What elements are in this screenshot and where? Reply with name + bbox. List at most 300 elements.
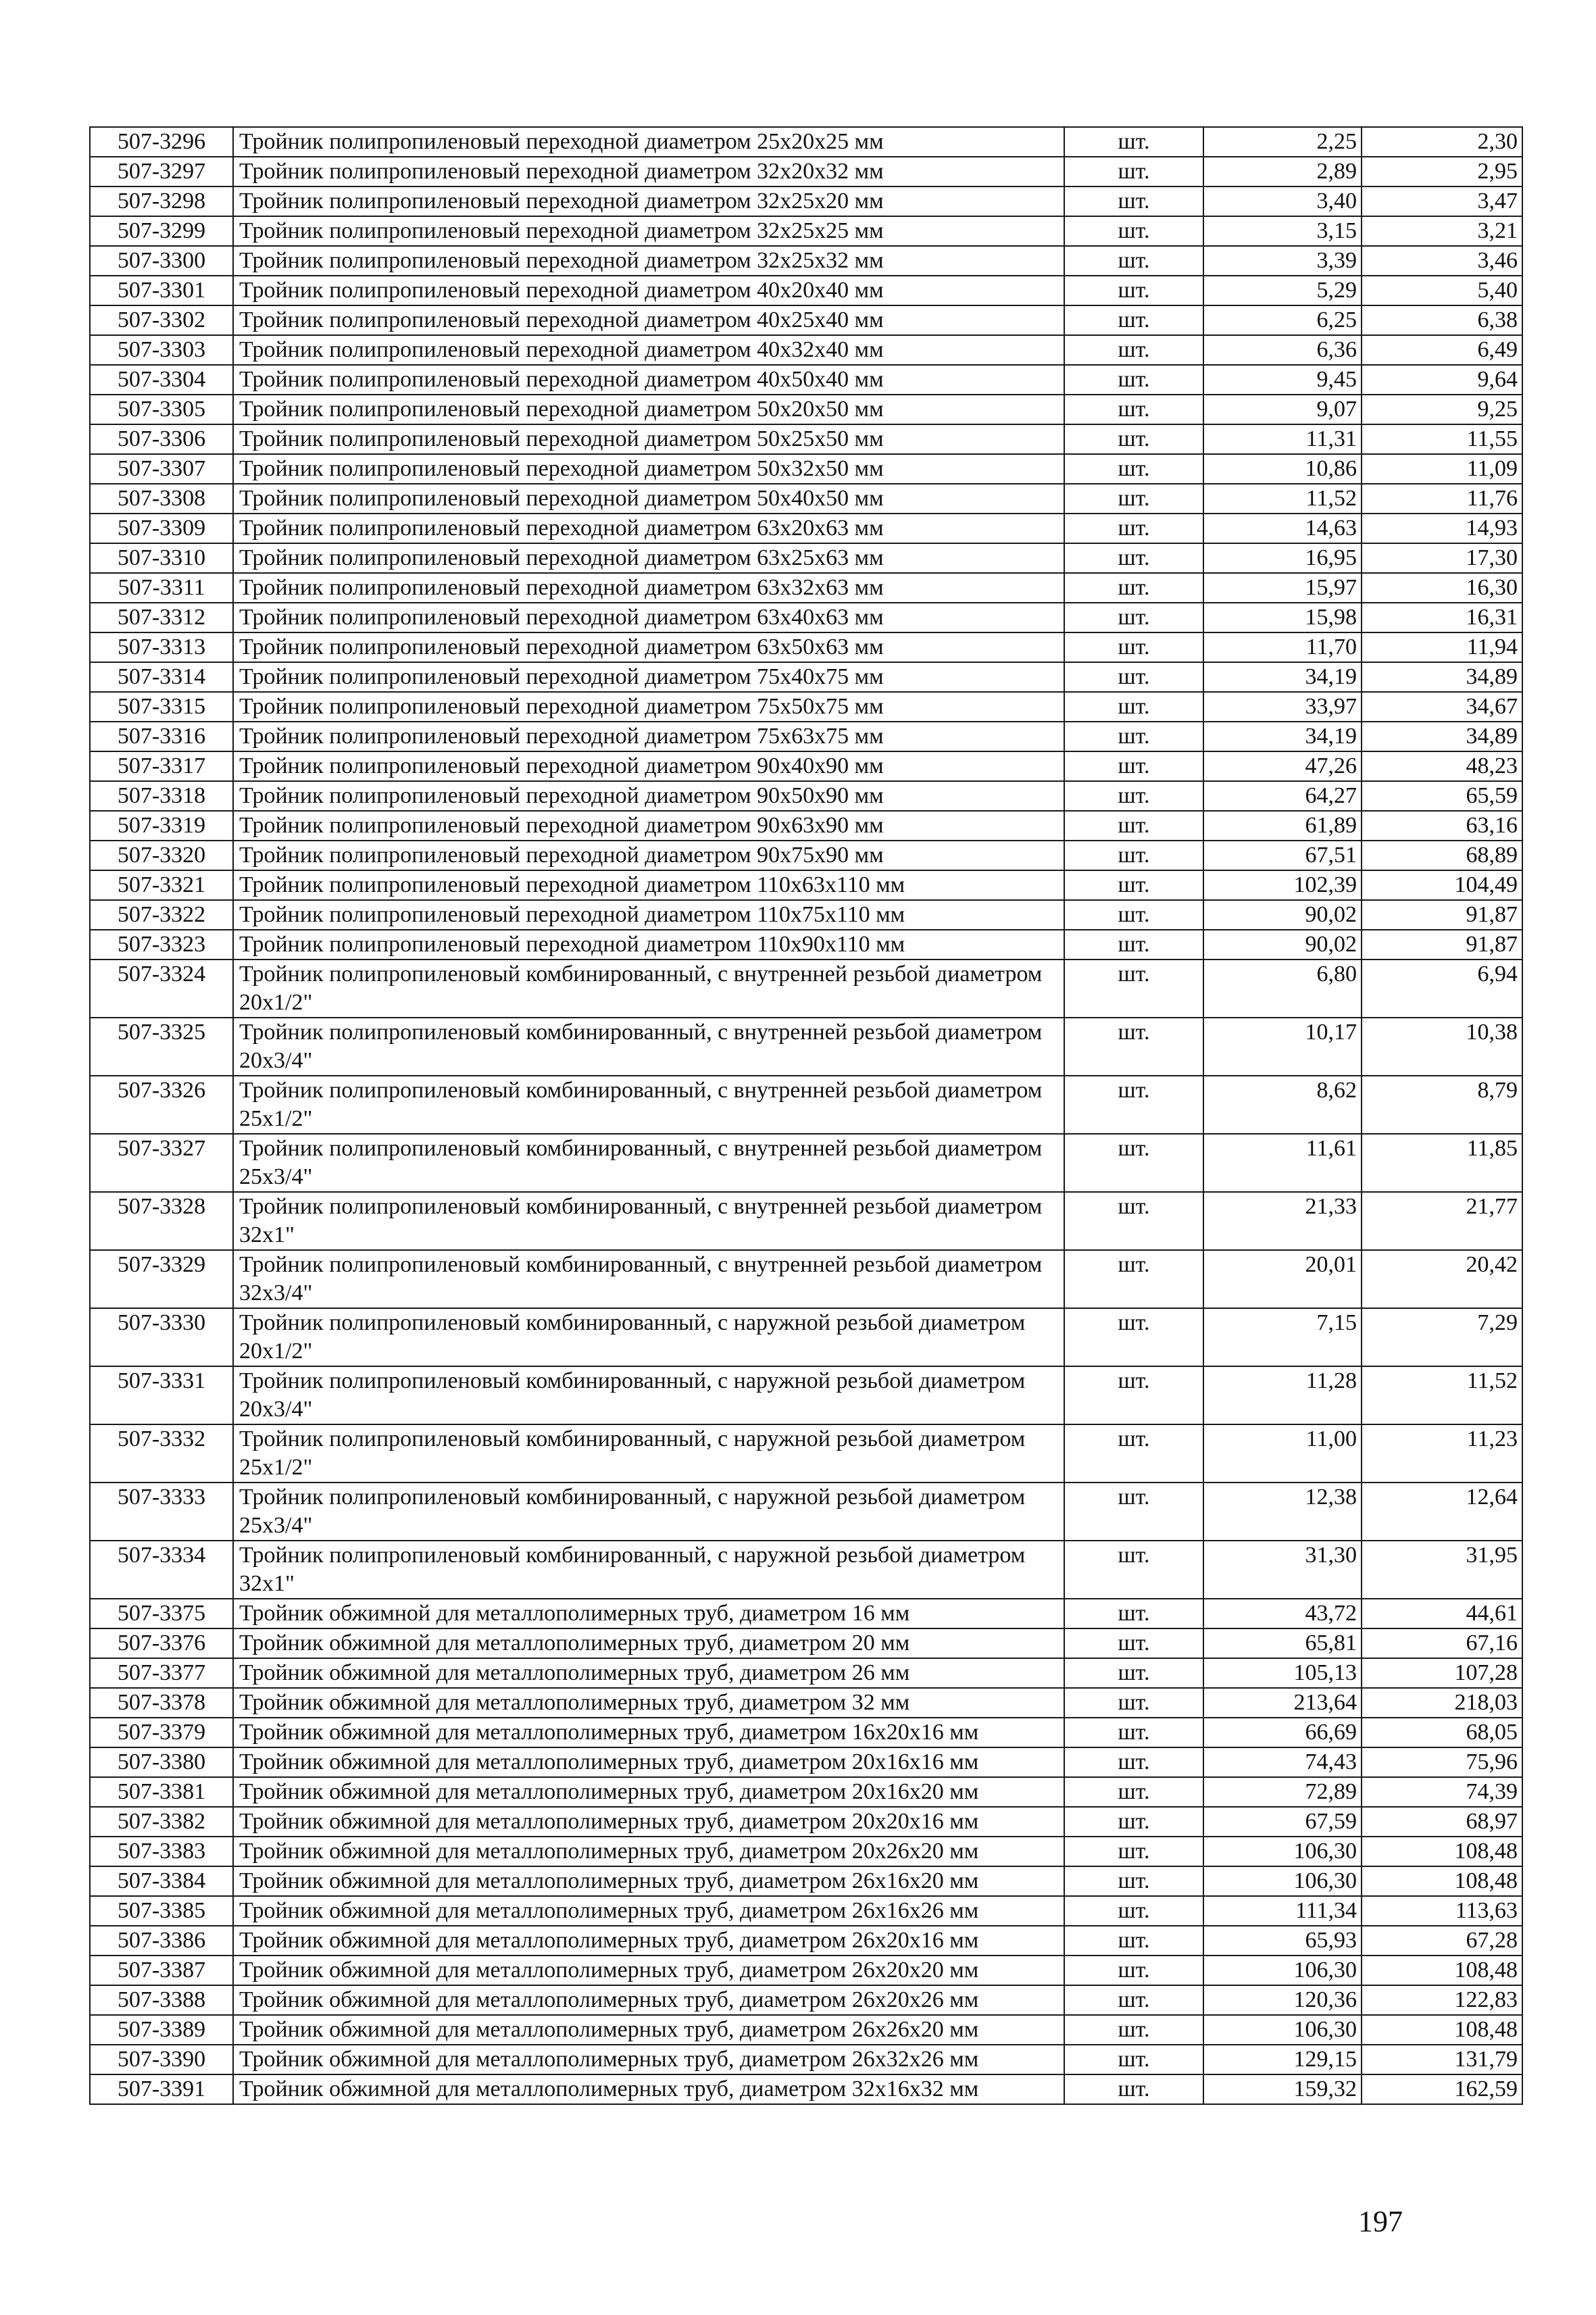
item-code: 507-3304	[90, 365, 233, 395]
item-name: Тройник полипропиленовый комбинированный, с внутренней резьбой диаметром 20х1/2"	[233, 960, 1064, 1018]
table-row	[90, 1777, 1522, 1807]
item-price-2: 21,77	[1362, 1192, 1522, 1250]
item-price-1: 47,26	[1203, 751, 1362, 781]
item-unit: шт.	[1064, 1628, 1203, 1658]
item-unit: шт.	[1064, 1366, 1203, 1424]
table-row	[90, 930, 1522, 960]
table-row	[90, 1250, 1522, 1308]
item-name: Тройник обжимной для металлополимерных труб, диаметром 26х16х26 мм	[233, 1896, 1064, 1926]
item-code: 507-3333	[90, 1483, 233, 1541]
item-code: 507-3330	[90, 1308, 233, 1366]
item-price-2: 3,46	[1362, 246, 1522, 276]
item-code: 507-3317	[90, 751, 233, 781]
item-price-1: 64,27	[1203, 781, 1362, 811]
item-price-1: 10,86	[1203, 454, 1362, 484]
item-unit: шт.	[1064, 127, 1203, 157]
item-code: 507-3307	[90, 454, 233, 484]
item-code: 507-3387	[90, 1956, 233, 1985]
table-row	[90, 603, 1522, 632]
item-unit: шт.	[1064, 1599, 1203, 1628]
item-unit: шт.	[1064, 305, 1203, 335]
table-row	[90, 1599, 1522, 1628]
item-name: Тройник полипропиленовый переходной диаметром 32х25х25 мм	[233, 216, 1064, 246]
item-price-2: 3,21	[1362, 216, 1522, 246]
table-row	[90, 870, 1522, 900]
item-price-1: 213,64	[1203, 1688, 1362, 1718]
item-price-1: 2,25	[1203, 127, 1362, 157]
item-price-2: 2,30	[1362, 127, 1522, 157]
item-code: 507-3332	[90, 1424, 233, 1483]
item-name: Тройник полипропиленовый переходной диаметром 90х75х90 мм	[233, 841, 1064, 870]
item-name: Тройник полипропиленовый переходной диаметром 32х25х32 мм	[233, 246, 1064, 276]
price-table-body	[90, 127, 1522, 2104]
item-price-1: 106,30	[1203, 1866, 1362, 1896]
table-row	[90, 1956, 1522, 1985]
item-unit: шт.	[1064, 841, 1203, 870]
item-unit: шт.	[1064, 781, 1203, 811]
item-price-1: 102,39	[1203, 870, 1362, 900]
item-unit: шт.	[1064, 157, 1203, 186]
item-price-2: 11,94	[1362, 632, 1522, 662]
item-unit: шт.	[1064, 930, 1203, 960]
item-unit: шт.	[1064, 1424, 1203, 1483]
item-name: Тройник обжимной для металлополимерных труб, диаметром 26х20х16 мм	[233, 1926, 1064, 1956]
item-code: 507-3298	[90, 186, 233, 216]
item-code: 507-3389	[90, 2015, 233, 2045]
table-row	[90, 841, 1522, 870]
table-row	[90, 2015, 1522, 2045]
price-table	[89, 126, 1523, 2105]
item-price-2: 44,61	[1362, 1599, 1522, 1628]
item-price-2: 11,85	[1362, 1134, 1522, 1192]
item-unit: шт.	[1064, 1134, 1203, 1192]
item-price-2: 7,29	[1362, 1308, 1522, 1366]
item-price-1: 11,61	[1203, 1134, 1362, 1192]
item-price-1: 11,52	[1203, 484, 1362, 514]
item-price-2: 63,16	[1362, 811, 1522, 841]
item-name: Тройник обжимной для металлополимерных труб, диаметром 26х26х20 мм	[233, 2015, 1064, 2045]
table-row	[90, 1192, 1522, 1250]
item-name: Тройник полипропиленовый переходной диаметром 32х20х32 мм	[233, 157, 1064, 186]
item-unit: шт.	[1064, 960, 1203, 1018]
item-price-2: 162,59	[1362, 2074, 1522, 2104]
item-code: 507-3381	[90, 1777, 233, 1807]
table-row	[90, 216, 1522, 246]
item-price-2: 74,39	[1362, 1777, 1522, 1807]
table-row	[90, 692, 1522, 722]
item-price-2: 91,87	[1362, 900, 1522, 930]
item-price-2: 31,95	[1362, 1541, 1522, 1599]
item-code: 507-3376	[90, 1628, 233, 1658]
item-price-2: 16,31	[1362, 603, 1522, 632]
item-name: Тройник обжимной для металлополимерных труб, диаметром 26 мм	[233, 1658, 1064, 1688]
item-price-2: 6,38	[1362, 305, 1522, 335]
item-unit: шт.	[1064, 1076, 1203, 1134]
item-name: Тройник полипропиленовый переходной диаметром 63х20х63 мм	[233, 514, 1064, 543]
item-name: Тройник полипропиленовый переходной диаметром 75х40х75 мм	[233, 662, 1064, 692]
table-row	[90, 1688, 1522, 1718]
item-price-1: 11,70	[1203, 632, 1362, 662]
table-row	[90, 543, 1522, 573]
item-price-1: 6,36	[1203, 335, 1362, 365]
table-row	[90, 751, 1522, 781]
item-price-1: 61,89	[1203, 811, 1362, 841]
item-price-2: 67,16	[1362, 1628, 1522, 1658]
item-unit: шт.	[1064, 692, 1203, 722]
item-unit: шт.	[1064, 1956, 1203, 1985]
item-unit: шт.	[1064, 1926, 1203, 1956]
item-code: 507-3301	[90, 276, 233, 305]
item-price-1: 34,19	[1203, 722, 1362, 751]
item-code: 507-3319	[90, 811, 233, 841]
item-name: Тройник полипропиленовый переходной диаметром 50х40х50 мм	[233, 484, 1064, 514]
item-price-2: 104,49	[1362, 870, 1522, 900]
item-price-2: 14,93	[1362, 514, 1522, 543]
item-price-2: 3,47	[1362, 186, 1522, 216]
item-unit: шт.	[1064, 543, 1203, 573]
table-row	[90, 335, 1522, 365]
table-row	[90, 1366, 1522, 1424]
table-row	[90, 514, 1522, 543]
item-code: 507-3316	[90, 722, 233, 751]
item-code: 507-3391	[90, 2074, 233, 2104]
item-name: Тройник полипропиленовый переходной диаметром 40х32х40 мм	[233, 335, 1064, 365]
item-name: Тройник полипропиленовый комбинированный, с наружной резьбой диаметром 32х1"	[233, 1541, 1064, 1599]
item-name: Тройник полипропиленовый переходной диаметром 63х25х63 мм	[233, 543, 1064, 573]
item-price-2: 113,63	[1362, 1896, 1522, 1926]
item-unit: шт.	[1064, 870, 1203, 900]
table-row	[90, 960, 1522, 1018]
table-row	[90, 1837, 1522, 1866]
table-row	[90, 722, 1522, 751]
item-unit: шт.	[1064, 484, 1203, 514]
item-name: Тройник полипропиленовый комбинированный, с внутренней резьбой диаметром 32х3/4"	[233, 1250, 1064, 1308]
item-price-1: 7,15	[1203, 1308, 1362, 1366]
item-name: Тройник полипропиленовый переходной диаметром 90х40х90 мм	[233, 751, 1064, 781]
item-price-1: 129,15	[1203, 2045, 1362, 2074]
table-row	[90, 1424, 1522, 1483]
item-name: Тройник полипропиленовый переходной диаметром 63х50х63 мм	[233, 632, 1064, 662]
item-price-1: 6,25	[1203, 305, 1362, 335]
item-price-2: 68,97	[1362, 1807, 1522, 1837]
item-name: Тройник полипропиленовый переходной диаметром 50х20х50 мм	[233, 395, 1064, 424]
item-name: Тройник полипропиленовый переходной диаметром 110х90х110 мм	[233, 930, 1064, 960]
table-row	[90, 246, 1522, 276]
item-name: Тройник полипропиленовый переходной диаметром 40х20х40 мм	[233, 276, 1064, 305]
item-unit: шт.	[1064, 365, 1203, 395]
table-row	[90, 900, 1522, 930]
item-price-1: 9,07	[1203, 395, 1362, 424]
item-name: Тройник обжимной для металлополимерных труб, диаметром 20 мм	[233, 1628, 1064, 1658]
item-code: 507-3303	[90, 335, 233, 365]
item-price-1: 105,13	[1203, 1658, 1362, 1688]
table-row	[90, 276, 1522, 305]
item-code: 507-3380	[90, 1747, 233, 1777]
item-name: Тройник обжимной для металлополимерных труб, диаметром 32х16х32 мм	[233, 2074, 1064, 2104]
item-price-1: 90,02	[1203, 900, 1362, 930]
item-name: Тройник полипропиленовый переходной диаметром 40х50х40 мм	[233, 365, 1064, 395]
item-code: 507-3297	[90, 157, 233, 186]
item-unit: шт.	[1064, 1837, 1203, 1866]
item-name: Тройник полипропиленовый переходной диаметром 75х50х75 мм	[233, 692, 1064, 722]
item-name: Тройник полипропиленовый переходной диаметром 90х50х90 мм	[233, 781, 1064, 811]
table-row	[90, 662, 1522, 692]
item-code: 507-3331	[90, 1366, 233, 1424]
item-name: Тройник полипропиленовый переходной диаметром 40х25х40 мм	[233, 305, 1064, 335]
item-code: 507-3378	[90, 1688, 233, 1718]
item-code: 507-3379	[90, 1718, 233, 1747]
item-code: 507-3321	[90, 870, 233, 900]
item-unit: шт.	[1064, 1866, 1203, 1896]
item-name: Тройник обжимной для металлополимерных труб, диаметром 20х20х16 мм	[233, 1807, 1064, 1837]
item-price-2: 34,89	[1362, 662, 1522, 692]
item-code: 507-3325	[90, 1018, 233, 1076]
table-row	[90, 632, 1522, 662]
item-code: 507-3309	[90, 514, 233, 543]
item-price-2: 34,89	[1362, 722, 1522, 751]
item-unit: шт.	[1064, 454, 1203, 484]
item-name: Тройник обжимной для металлополимерных труб, диаметром 16х20х16 мм	[233, 1718, 1064, 1747]
item-price-1: 8,62	[1203, 1076, 1362, 1134]
item-unit: шт.	[1064, 900, 1203, 930]
table-row	[90, 1926, 1522, 1956]
item-unit: шт.	[1064, 632, 1203, 662]
item-code: 507-3313	[90, 632, 233, 662]
item-price-1: 67,59	[1203, 1807, 1362, 1837]
item-name: Тройник полипропиленовый комбинированный, с наружной резьбой диаметром 25х3/4"	[233, 1483, 1064, 1541]
item-price-2: 48,23	[1362, 751, 1522, 781]
item-code: 507-3388	[90, 1985, 233, 2015]
item-name: Тройник обжимной для металлополимерных труб, диаметром 32 мм	[233, 1688, 1064, 1718]
item-unit: шт.	[1064, 2074, 1203, 2104]
item-price-1: 2,89	[1203, 157, 1362, 186]
item-price-1: 11,31	[1203, 424, 1362, 454]
item-price-2: 12,64	[1362, 1483, 1522, 1541]
item-price-1: 3,39	[1203, 246, 1362, 276]
item-price-1: 31,30	[1203, 1541, 1362, 1599]
item-name: Тройник полипропиленовый переходной диаметром 32х25х20 мм	[233, 186, 1064, 216]
item-code: 507-3311	[90, 573, 233, 603]
item-price-2: 11,23	[1362, 1424, 1522, 1483]
item-name: Тройник полипропиленовый переходной диаметром 90х63х90 мм	[233, 811, 1064, 841]
table-row	[90, 424, 1522, 454]
item-name: Тройник полипропиленовый переходной диаметром 110х75х110 мм	[233, 900, 1064, 930]
item-name: Тройник полипропиленовый переходной диаметром 110х63х110 мм	[233, 870, 1064, 900]
item-unit: шт.	[1064, 1688, 1203, 1718]
item-code: 507-3377	[90, 1658, 233, 1688]
table-row	[90, 1807, 1522, 1837]
item-price-2: 34,67	[1362, 692, 1522, 722]
item-unit: шт.	[1064, 246, 1203, 276]
item-price-1: 3,15	[1203, 216, 1362, 246]
item-price-2: 5,40	[1362, 276, 1522, 305]
item-code: 507-3383	[90, 1837, 233, 1866]
item-price-1: 66,69	[1203, 1718, 1362, 1747]
item-price-1: 159,32	[1203, 2074, 1362, 2104]
item-name: Тройник полипропиленовый комбинированный, с внутренней резьбой диаметром 32х1"	[233, 1192, 1064, 1250]
item-price-2: 68,05	[1362, 1718, 1522, 1747]
item-price-2: 122,83	[1362, 1985, 1522, 2015]
item-price-1: 10,17	[1203, 1018, 1362, 1076]
item-code: 507-3318	[90, 781, 233, 811]
table-row	[90, 157, 1522, 186]
table-row	[90, 1718, 1522, 1747]
item-unit: шт.	[1064, 216, 1203, 246]
table-row	[90, 1076, 1522, 1134]
item-code: 507-3315	[90, 692, 233, 722]
item-price-1: 14,63	[1203, 514, 1362, 543]
item-price-2: 11,55	[1362, 424, 1522, 454]
table-row	[90, 454, 1522, 484]
item-code: 507-3385	[90, 1896, 233, 1926]
item-name: Тройник полипропиленовый комбинированный, с наружной резьбой диаметром 20х1/2"	[233, 1308, 1064, 1366]
item-price-2: 10,38	[1362, 1018, 1522, 1076]
item-price-1: 74,43	[1203, 1747, 1362, 1777]
item-unit: шт.	[1064, 1018, 1203, 1076]
item-price-1: 5,29	[1203, 276, 1362, 305]
item-price-1: 11,28	[1203, 1366, 1362, 1424]
item-code: 507-3306	[90, 424, 233, 454]
item-unit: шт.	[1064, 2015, 1203, 2045]
table-row	[90, 1018, 1522, 1076]
item-unit: шт.	[1064, 1250, 1203, 1308]
item-code: 507-3390	[90, 2045, 233, 2074]
item-price-1: 67,51	[1203, 841, 1362, 870]
item-code: 507-3314	[90, 662, 233, 692]
item-price-1: 6,80	[1203, 960, 1362, 1018]
table-row	[90, 2074, 1522, 2104]
table-row	[90, 811, 1522, 841]
item-price-2: 17,30	[1362, 543, 1522, 573]
item-code: 507-3312	[90, 603, 233, 632]
item-code: 507-3310	[90, 543, 233, 573]
item-name: Тройник обжимной для металлополимерных труб, диаметром 26х32х26 мм	[233, 2045, 1064, 2074]
item-price-2: 108,48	[1362, 1837, 1522, 1866]
item-price-1: 33,97	[1203, 692, 1362, 722]
item-code: 507-3324	[90, 960, 233, 1018]
table-row	[90, 1896, 1522, 1926]
item-price-2: 108,48	[1362, 2015, 1522, 2045]
table-row	[90, 305, 1522, 335]
item-price-1: 3,40	[1203, 186, 1362, 216]
table-row	[90, 1134, 1522, 1192]
table-row	[90, 573, 1522, 603]
item-code: 507-3322	[90, 900, 233, 930]
item-name: Тройник полипропиленовый переходной диаметром 50х32х50 мм	[233, 454, 1064, 484]
item-code: 507-3384	[90, 1866, 233, 1896]
item-price-2: 68,89	[1362, 841, 1522, 870]
item-price-1: 43,72	[1203, 1599, 1362, 1628]
item-price-1: 34,19	[1203, 662, 1362, 692]
table-row	[90, 1747, 1522, 1777]
item-unit: шт.	[1064, 1985, 1203, 2015]
item-unit: шт.	[1064, 1308, 1203, 1366]
item-unit: шт.	[1064, 751, 1203, 781]
item-unit: шт.	[1064, 335, 1203, 365]
item-price-1: 20,01	[1203, 1250, 1362, 1308]
item-name: Тройник полипропиленовый переходной диаметром 75х63х75 мм	[233, 722, 1064, 751]
item-code: 507-3329	[90, 1250, 233, 1308]
item-code: 507-3299	[90, 216, 233, 246]
table-row	[90, 484, 1522, 514]
table-row	[90, 186, 1522, 216]
item-unit: шт.	[1064, 1747, 1203, 1777]
item-price-2: 218,03	[1362, 1688, 1522, 1718]
item-price-2: 8,79	[1362, 1076, 1522, 1134]
item-price-2: 67,28	[1362, 1926, 1522, 1956]
item-unit: шт.	[1064, 1658, 1203, 1688]
item-unit: шт.	[1064, 811, 1203, 841]
item-code: 507-3328	[90, 1192, 233, 1250]
item-price-1: 106,30	[1203, 1837, 1362, 1866]
item-price-2: 6,94	[1362, 960, 1522, 1018]
item-unit: шт.	[1064, 1718, 1203, 1747]
item-name: Тройник обжимной для металлополимерных труб, диаметром 20х16х20 мм	[233, 1777, 1064, 1807]
item-price-2: 108,48	[1362, 1866, 1522, 1896]
item-price-1: 72,89	[1203, 1777, 1362, 1807]
item-price-1: 65,93	[1203, 1926, 1362, 1956]
item-price-2: 9,64	[1362, 365, 1522, 395]
item-price-2: 107,28	[1362, 1658, 1522, 1688]
item-name: Тройник полипропиленовый комбинированный, с внутренней резьбой диаметром 25х1/2"	[233, 1076, 1064, 1134]
item-price-2: 11,52	[1362, 1366, 1522, 1424]
item-name: Тройник обжимной для металлополимерных труб, диаметром 26х20х26 мм	[233, 1985, 1064, 2015]
item-price-1: 11,00	[1203, 1424, 1362, 1483]
item-price-2: 20,42	[1362, 1250, 1522, 1308]
table-row	[90, 1658, 1522, 1688]
item-unit: шт.	[1064, 1541, 1203, 1599]
item-code: 507-3327	[90, 1134, 233, 1192]
page-number: 197	[1358, 2205, 1403, 2238]
item-code: 507-3302	[90, 305, 233, 335]
item-name: Тройник полипропиленовый переходной диаметром 63х40х63 мм	[233, 603, 1064, 632]
table-row	[90, 1541, 1522, 1599]
item-code: 507-3300	[90, 246, 233, 276]
item-code: 507-3334	[90, 1541, 233, 1599]
item-code: 507-3326	[90, 1076, 233, 1134]
item-unit: шт.	[1064, 395, 1203, 424]
item-price-2: 91,87	[1362, 930, 1522, 960]
item-price-1: 15,97	[1203, 573, 1362, 603]
item-price-2: 6,49	[1362, 335, 1522, 365]
item-unit: шт.	[1064, 276, 1203, 305]
item-name: Тройник полипропиленовый комбинированный, с внутренней резьбой диаметром 20х3/4"	[233, 1018, 1064, 1076]
table-row	[90, 1483, 1522, 1541]
item-code: 507-3323	[90, 930, 233, 960]
table-row	[90, 1308, 1522, 1366]
item-name: Тройник полипропиленовый переходной диаметром 63х32х63 мм	[233, 573, 1064, 603]
item-price-2: 9,25	[1362, 395, 1522, 424]
item-name: Тройник полипропиленовый комбинированный, с наружной резьбой диаметром 25х1/2"	[233, 1424, 1064, 1483]
item-unit: шт.	[1064, 424, 1203, 454]
item-code: 507-3382	[90, 1807, 233, 1837]
item-price-1: 111,34	[1203, 1896, 1362, 1926]
item-name: Тройник обжимной для металлополимерных труб, диаметром 16 мм	[233, 1599, 1064, 1628]
table-row	[90, 365, 1522, 395]
item-price-1: 12,38	[1203, 1483, 1362, 1541]
item-price-2: 75,96	[1362, 1747, 1522, 1777]
item-unit: шт.	[1064, 1192, 1203, 1250]
item-price-2: 131,79	[1362, 2045, 1522, 2074]
item-price-1: 21,33	[1203, 1192, 1362, 1250]
item-unit: шт.	[1064, 603, 1203, 632]
item-price-2: 2,95	[1362, 157, 1522, 186]
item-unit: шт.	[1064, 2045, 1203, 2074]
item-price-2: 11,76	[1362, 484, 1522, 514]
item-price-2: 65,59	[1362, 781, 1522, 811]
item-price-1: 90,02	[1203, 930, 1362, 960]
item-code: 507-3305	[90, 395, 233, 424]
